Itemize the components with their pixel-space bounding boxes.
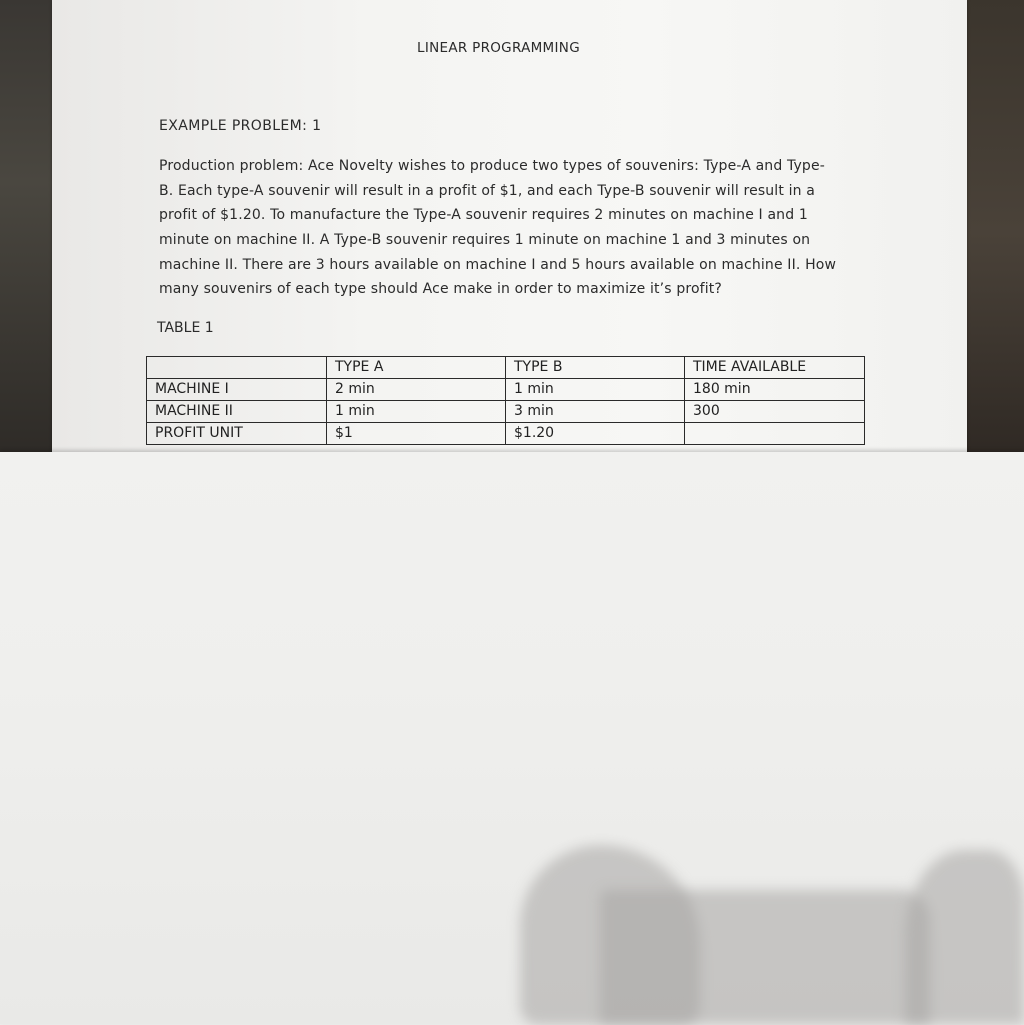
table-label: TABLE 1 [157,320,214,336]
header-cell: TYPE B [506,357,685,379]
table-row [147,379,865,401]
paragraph-line: profit of $1.20. To manufacture the Type-A souvenir requires 2 minutes on machine I and 1 [159,207,808,224]
table-cell: 3 min [506,401,685,423]
table-row [147,401,865,423]
table-cell: $1.20 [506,423,685,445]
paragraph-line: B. Each type-A souvenir will result in a profit of $1, and each Type-B souvenir will result in a [159,182,815,199]
paragraph-line: minute on machine II. A Type-B souvenir requires 1 minute on machine 1 and 3 minutes on [159,232,811,249]
example-label: EXAMPLE PROBLEM: 1 [159,118,322,134]
data-table [146,356,865,445]
table-cell: 1 min [327,401,506,423]
table-cell [685,423,865,445]
table-header-row [147,357,865,379]
problem-paragraph [159,154,859,302]
header-cell: TIME AVAILABLE [685,357,865,379]
table-cell: 300 [685,401,865,423]
header-cell: TYPE A [327,357,506,379]
table-cell: 180 min [685,379,865,401]
page-title: LINEAR PROGRAMMING [417,40,580,56]
phone-shadow [600,890,930,1024]
paragraph-line: many souvenirs of each type should Ace make in order to maximize it’s profit? [159,281,723,298]
hand-shadow-right [905,850,1024,1024]
table-row [147,423,865,445]
table-cell: MACHINE II [147,401,327,423]
table-cell: PROFIT UNIT [147,423,327,445]
paragraph-line: Production problem: Ace Novelty wishes to produce two types of souvenirs: Type-A and Type- [159,158,825,174]
header-cell [147,357,327,379]
table-cell: $1 [327,423,506,445]
table-cell: 2 min [327,379,506,401]
paragraph-line: machine II. There are 3 hours available on machine I and 5 hours available on machine II. How [159,256,837,273]
table-cell: MACHINE I [147,379,327,401]
table-cell: 1 min [506,379,685,401]
